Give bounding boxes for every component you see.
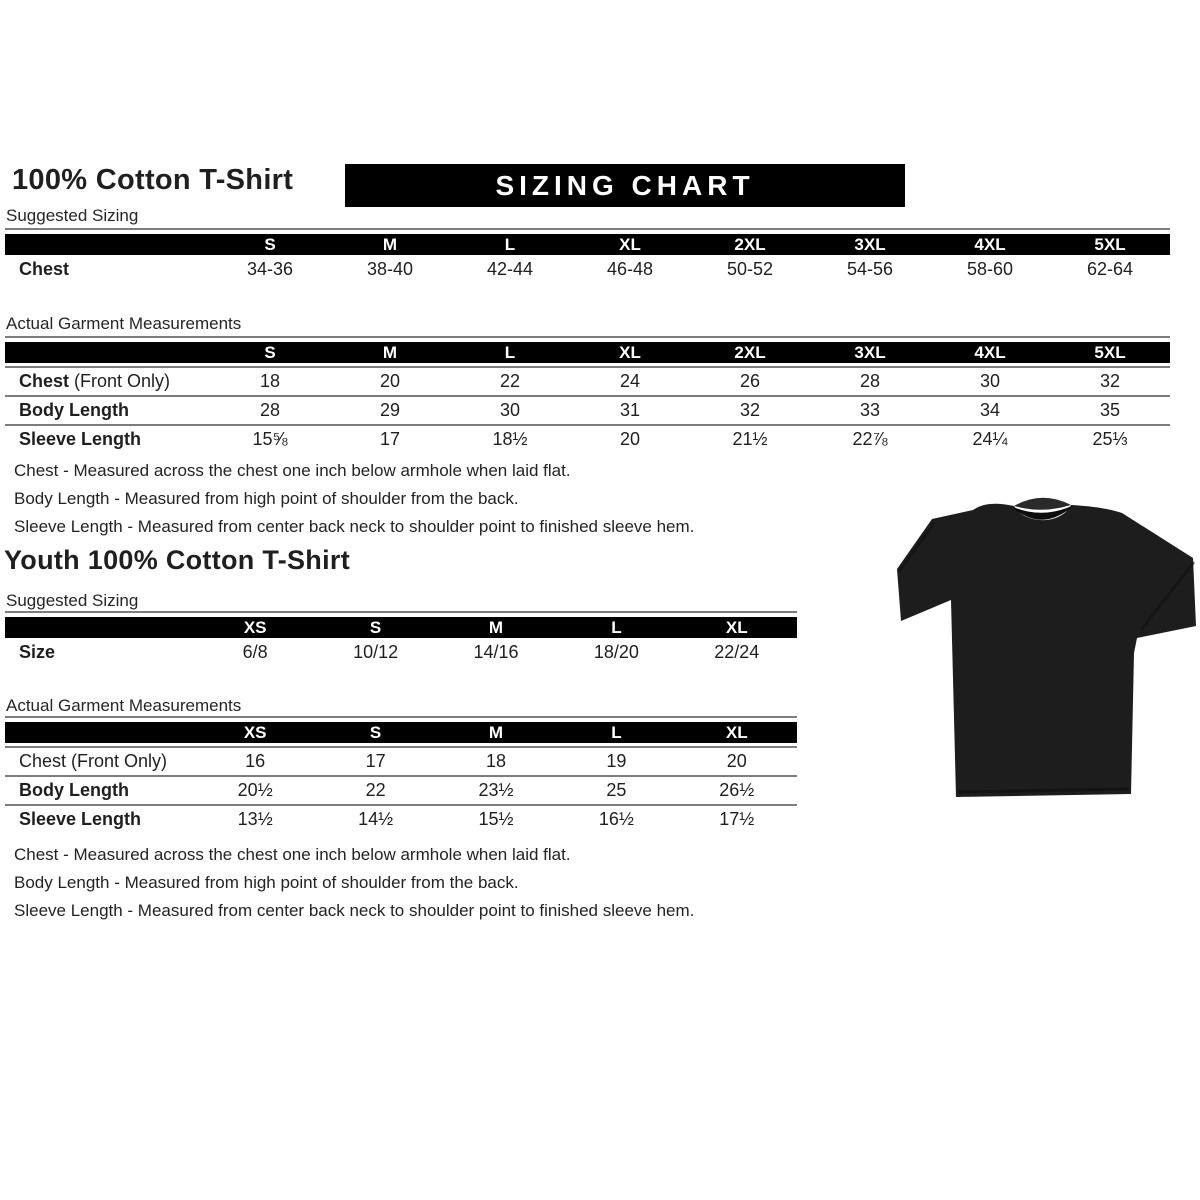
youth-measurement-notes [14,841,694,925]
size-column-header: XL [619,235,641,254]
measurement-value-cell: 17 [365,751,386,771]
row-label: Chest (Front Only) [19,371,171,391]
table-row [5,395,1170,424]
measurement-value-cell: 20½ [237,780,273,800]
youth-suggested-sizing-label: Suggested Sizing [6,591,139,610]
size-column-header: 5XL [1094,343,1126,362]
adult-actual-measurements-table [5,336,1170,453]
measurement-value-cell: 20 [726,751,747,771]
table-row [5,638,797,667]
size-column-header: 3XL [854,343,886,362]
measurement-note: Chest - Measured across the chest one inch below armhole when laid flat. [14,845,571,864]
size-column-header: XL [619,343,641,362]
size-column-header: 4XL [974,343,1006,362]
table-header-row [5,234,1170,255]
size-column-header: 5XL [1094,235,1126,254]
measurement-value-cell: 18 [259,371,281,391]
size-column-header: XS [243,618,267,637]
row-label: Size [19,642,56,662]
measurement-value-cell: 20 [619,429,641,449]
measurement-value-cell: 24¼ [972,429,1008,449]
size-column-header: 4XL [974,235,1006,254]
row-label-suffix: (Front Only) [69,371,171,391]
measurement-value-cell: 32 [1099,371,1121,391]
row-label: Body Length [19,400,129,420]
measurement-value-cell: 29 [379,400,401,420]
measurement-value-cell: 32 [739,400,761,420]
measurement-value-cell: 26 [739,371,761,391]
measurement-value-cell: 17 [379,429,401,449]
measurement-value-cell: 14/16 [473,642,519,662]
row-label: Chest [19,259,70,279]
youth-section-title: Youth 100% Cotton T-Shirt [4,545,350,575]
size-column-header: L [504,343,516,362]
measurement-value-cell: 33 [859,400,881,420]
size-column-header: M [488,723,504,742]
measurement-note: Sleeve Length - Measured from center back neck to shoulder point to finished sleeve hem. [14,901,695,920]
measurement-value-cell: 18 [485,751,506,771]
size-column-header: L [611,618,622,637]
measurement-value-cell: 21½ [732,429,768,449]
measurement-value-cell: 15½ [478,809,514,829]
adult-measurement-notes [14,457,694,541]
measurement-value-cell: 25⅓ [1092,429,1128,449]
measurement-value-cell: 25 [606,780,627,800]
size-column-header: L [611,723,622,742]
adult-section-title: 100% Cotton T-Shirt [12,164,294,196]
black-tshirt-image [885,478,1197,808]
size-column-header: S [264,343,276,362]
measurement-value-cell: 18/20 [593,642,639,662]
measurement-value-cell: 42-44 [486,259,534,279]
size-column-header: S [369,618,382,637]
tshirt-collar-ribbing [1014,498,1071,510]
measurement-value-cell: 18½ [492,429,528,449]
measurement-value-cell: 10/12 [353,642,399,662]
measurement-value-cell: 26½ [719,780,755,800]
measurement-value-cell: 46-48 [606,259,654,279]
measurement-note: Chest - Measured across the chest one inch below armhole when laid flat. [14,461,571,480]
table-row [5,775,797,804]
adult-suggested-sizing-table [5,228,1170,284]
measurement-value-cell: 30 [979,371,1001,391]
measurement-value-cell: 34 [979,400,1001,420]
measurement-value-cell: 16½ [598,809,634,829]
row-label: Sleeve Length [19,809,142,829]
measurement-value-cell: 35 [1099,400,1121,420]
table-header-row [5,722,797,743]
measurement-note: Body Length - Measured from high point of shoulder from the back. [14,489,519,508]
size-column-header: L [504,235,516,254]
measurement-value-cell: 58-60 [966,259,1014,279]
table-row [5,255,1170,284]
youth-actual-measurements-label: Actual Garment Measurements [6,696,242,715]
measurement-value-cell: 19 [606,751,627,771]
size-column-header: XL [725,723,748,742]
measurement-value-cell: 23½ [478,780,514,800]
measurement-value-cell: 13½ [237,809,273,829]
tshirt-body-shape [897,504,1196,797]
table-header-row [5,617,797,638]
size-column-header: XL [725,618,748,637]
measurement-value-cell: 15⅝ [252,429,288,449]
measurement-value-cell: 20 [379,371,401,391]
size-column-header: 2XL [734,235,766,254]
table-row [5,746,797,775]
adult-suggested-sizing-label: Suggested Sizing [6,206,139,225]
size-column-header: 2XL [734,343,766,362]
measurement-value-cell: 17½ [719,809,755,829]
measurement-note: Sleeve Length - Measured from center back neck to shoulder point to finished sleeve hem. [14,517,695,536]
measurement-value-cell: 22⅞ [852,429,888,449]
size-column-header: S [369,723,382,742]
measurement-value-cell: 38-40 [366,259,414,279]
table-row [5,366,1170,395]
table-row [5,424,1170,453]
measurement-value-cell: 28 [259,400,281,420]
measurement-value-cell: 50-52 [726,259,774,279]
measurement-value-cell: 24 [619,371,641,391]
measurement-value-cell: 31 [619,400,641,420]
youth-actual-measurements-table [5,716,797,833]
row-label: Sleeve Length [19,429,142,449]
measurement-note: Body Length - Measured from high point of shoulder from the back. [14,873,519,892]
measurement-value-cell: 54-56 [846,259,894,279]
size-column-header: M [382,343,398,362]
measurement-value-cell: 22 [365,780,386,800]
measurement-value-cell: 22/24 [714,642,760,662]
size-column-header: 3XL [854,235,886,254]
table-header-row [5,342,1170,363]
youth-suggested-sizing-table [5,611,797,667]
row-label: Chest (Front Only) [19,751,168,771]
size-column-header: M [382,235,398,254]
size-column-header: XS [243,723,267,742]
measurement-value-cell: 14½ [358,809,394,829]
measurement-value-cell: 22 [499,371,521,391]
size-column-header: M [488,618,504,637]
table-row [5,804,797,833]
measurement-value-cell: 6/8 [242,642,268,662]
measurement-value-cell: 62-64 [1086,259,1134,279]
sizing-chart-banner: SIZING CHART [345,164,905,207]
measurement-value-cell: 16 [245,751,266,771]
adult-actual-measurements-label: Actual Garment Measurements [6,314,242,333]
measurement-value-cell: 34-36 [246,259,294,279]
size-column-header: S [264,235,276,254]
measurement-value-cell: 28 [859,371,881,391]
measurement-value-cell: 30 [499,400,521,420]
row-label: Body Length [19,780,129,800]
